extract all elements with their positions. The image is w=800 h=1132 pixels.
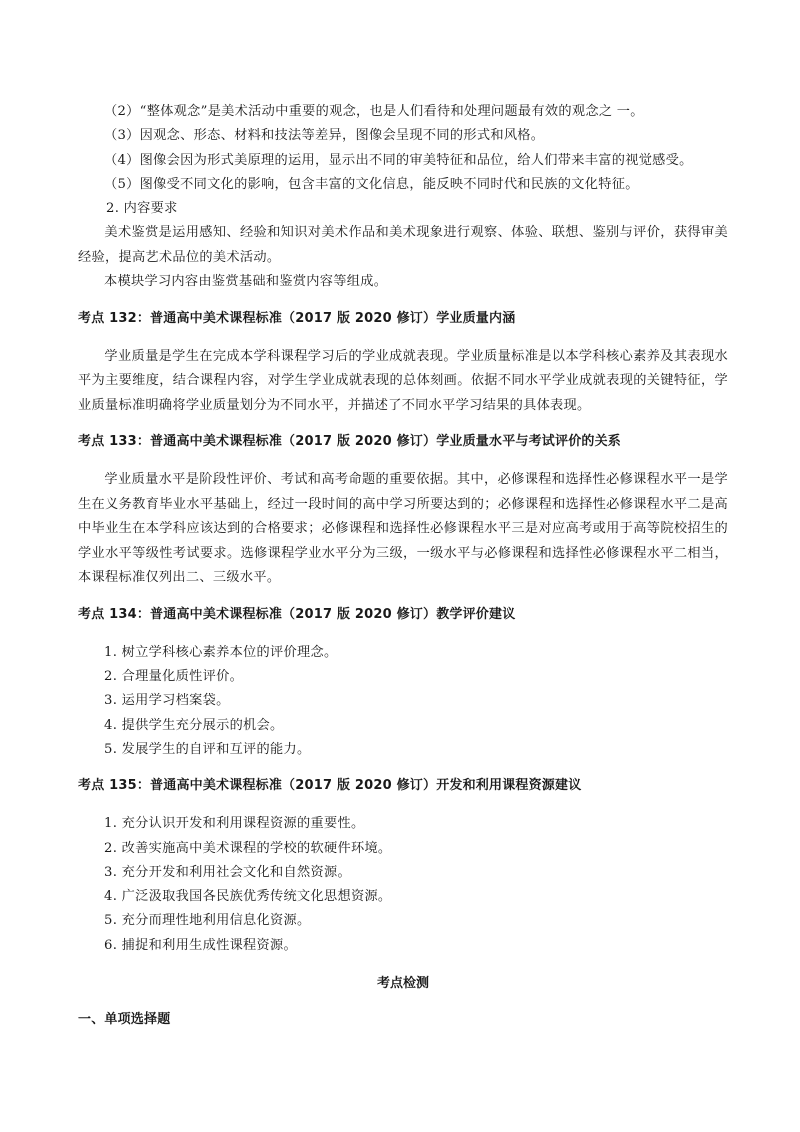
list-item: 6. 捕捉和利用生成性课程资源。 <box>104 937 298 953</box>
section-paragraph-133: 学业质量水平是阶段性评价、考试和高考命题的重要依据。其中，必修课程和选择性必修课程水平一是学生在义务教育毕业水平基础上，经过一段时间的高中学习所要达到的；必修课程和选择性必修课程水平二是高中毕业生在本学科应该达到的合格要求；必修课程和选择性必修课程水平三是对应高考或用于高等院校招生的学业水平等级性考试要求。选修课程学业水平分为三级，一级水平与必修课程和选择性必修课程水平二相当，本课程标准仅列出二、三级水平。 <box>78 472 728 586</box>
list-item: 5. 充分而理性地利用信息化资源。 <box>104 913 311 929</box>
section-title-132: 考点 132：普通高中美术课程标准（2017 版 2020 修订）学业质量内涵 <box>78 310 516 326</box>
question-type-heading: 一、单项选择题 <box>78 1012 171 1028</box>
intro-line: （5）图像受不同文化的影响，包含丰富的文化信息，能反映不同时代和民族的文化特征。 <box>104 176 639 192</box>
section-title-134: 考点 134：普通高中美术课程标准（2017 版 2020 修订）教学评价建议 <box>78 606 516 622</box>
intro-line: （2）“整体观念”是美术活动中重要的观念，也是人们看待和处理问题最有效的观念之 一。 <box>104 104 644 119</box>
list-item: 5. 发展学生的自评和互评的能力。 <box>104 741 311 757</box>
content-requirement-paragraph: 美术鉴赏是运用感知、经验和知识对美术作品和美术现象进行观察、体验、联想、鉴别与评价，获得审美经验，提高艺术品位的美术活动。 <box>78 225 728 265</box>
list-item: 2. 合理量化质性评价。 <box>104 669 244 685</box>
intro-list <box>78 100 728 197</box>
section-title-135: 考点 135：普通高中美术课程标准（2017 版 2020 修订）开发和利用课程资源建议 <box>78 778 582 794</box>
list-item: 4. 广泛汲取我国各民族优秀传统文化思想资源。 <box>104 889 392 905</box>
content-requirement-heading: 2. 内容要求 <box>106 201 178 217</box>
document-page <box>78 100 728 1032</box>
list-item: 1. 树立学科核心素养本位的评价理念。 <box>104 644 338 660</box>
list-item: 1. 充分认识开发和利用课程资源的重要性。 <box>104 816 365 832</box>
check-title: 考点检测 <box>376 976 429 992</box>
section-paragraph-132: 学业质量是学生在完成本学科课程学习后的学业成就表现。学业质量标准是以本学科核心素养及其表现水平为主要维度，结合课程内容，对学生学业成就表现的总体刻画。依据不同水平学业成就表现的关键特征，学业质量标准明确将学业质量划分为不同水平，并描述了不同水平学习结果的具体表现。 <box>78 348 728 413</box>
intro-line: （4）图像会因为形式美原理的运用，显示出不同的审美特征和品位，给人们带来丰富的视觉感受。 <box>104 152 693 168</box>
list-item: 3. 运用学习档案袋。 <box>104 693 230 709</box>
list-item: 2. 改善实施高中美术课程的学校的软硬件环境。 <box>104 840 392 856</box>
module-line: 本模块学习内容由鉴赏基础和鉴赏内容等组成。 <box>104 274 388 290</box>
resource-suggestions-list <box>78 812 728 958</box>
intro-line: （3）因观念、形态、材料和技法等差异，图像会呈现不同的形式和风格。 <box>104 128 545 144</box>
list-item: 3. 充分开发和利用社会文化和自然资源。 <box>104 864 351 880</box>
section-title-133: 考点 133：普通高中美术课程标准（2017 版 2020 修订）学业质量水平与考试评价的关系 <box>78 434 622 450</box>
list-item: 4. 提供学生充分展示的机会。 <box>104 717 284 733</box>
evaluation-suggestions-list <box>78 641 728 762</box>
